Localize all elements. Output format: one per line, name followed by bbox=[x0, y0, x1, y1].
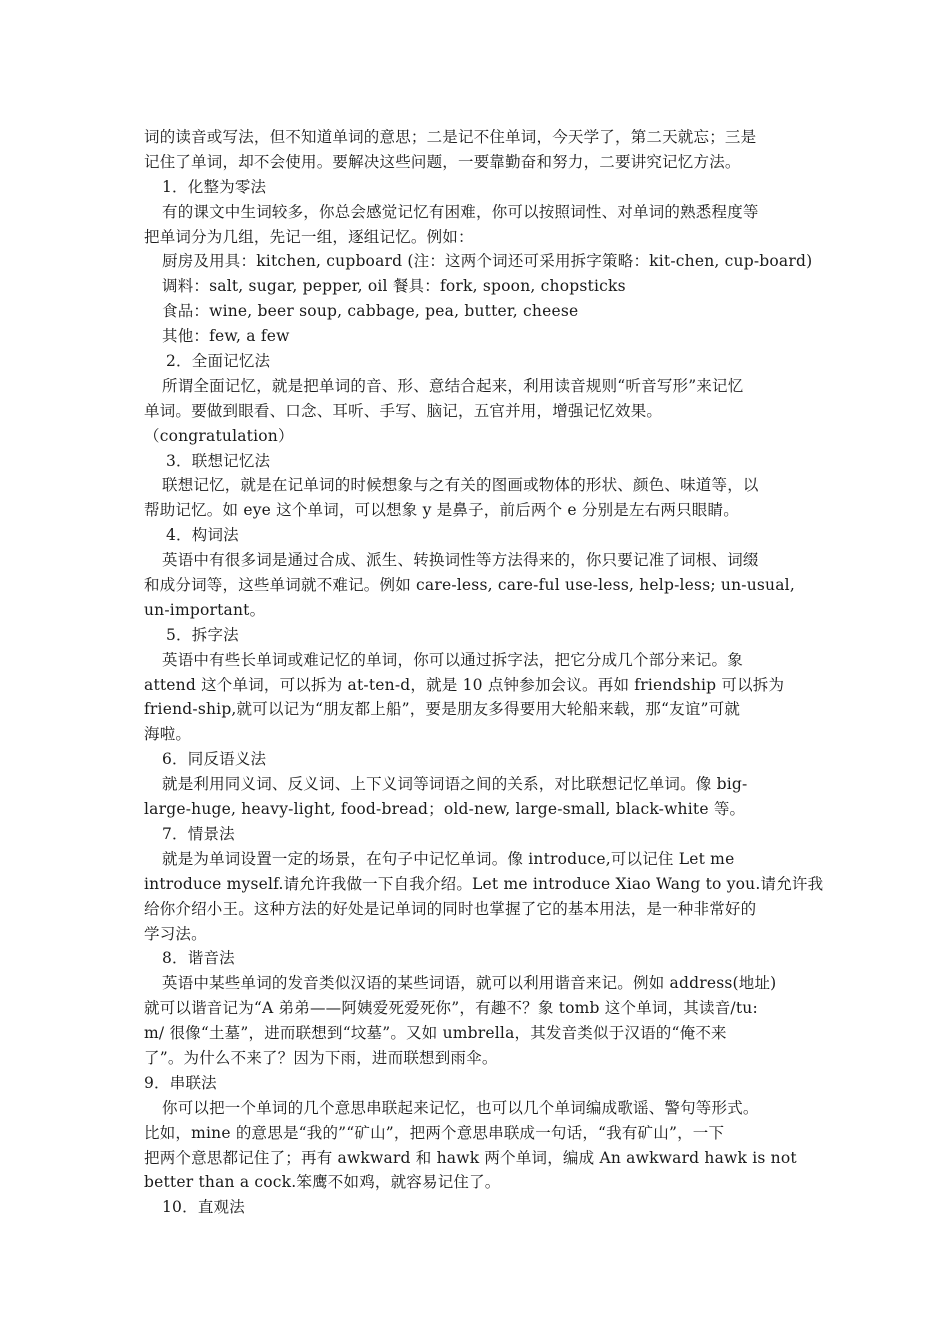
document-body bbox=[144, 125, 824, 1220]
text-line: 其他：few, a few bbox=[162, 327, 290, 346]
text-line: 调料：salt, sugar, pepper, oil 餐具：fork, spoon, chopsticks bbox=[162, 277, 626, 296]
text-line: 英语中有些长单词或难记忆的单词，你可以通过拆字法，把它分成几个部分来记。象 bbox=[162, 650, 743, 669]
text-line: attend 这个单词，可以拆为 at-ten-d，就是 10 点钟参加会议。再如 friendship 可以拆为 bbox=[144, 675, 785, 694]
text-line: 就可以谐音记为“A 弟弟——阿姨爱死爱死你”，有趣不？象 tomb 这个单词，其读音/tu: bbox=[144, 999, 758, 1018]
text-line: 单词。要做到眼看、口念、耳听、手写、脑记，五官并用，增强记忆效果。 bbox=[144, 401, 663, 420]
text-line: 有的课文中生词较多，你总会感觉记忆有困难，你可以按照词性、对单词的熟悉程度等 bbox=[162, 202, 759, 221]
text-line: 给你介绍小王。这种方法的好处是记单词的同时也掌握了它的基本用法，是一种非常好的 bbox=[144, 899, 757, 918]
text-line: 词的读音或写法，但不知道单词的意思；二是记不住单词，今天学了，第二天就忘；三是 bbox=[144, 128, 757, 146]
text-line: 记住了单词，却不会使用。要解决这些问题，一要靠勤奋和努力，二要讲究记忆方法。 bbox=[144, 152, 741, 171]
text-line: 帮助记忆。如 eye 这个单词，可以想象 y 是鼻子，前后两个 e 分别是左右两只眼睛。 bbox=[144, 501, 739, 520]
text-line: 就是利用同义词、反义词、上下义词等词语之间的关系，对比联想记忆单词。像 big- bbox=[162, 775, 748, 794]
text-line: 和成分词等，这些单词就不难记。例如 care-less, care-ful use-less, help-less; un-usual, bbox=[144, 576, 795, 595]
text-line: m/ 很像“土墓”，进而联想到“坟墓”。又如 umbrella，其发音类似于汉语的“俺不来 bbox=[144, 1024, 727, 1043]
text-line: 6．同反语义法 bbox=[162, 750, 267, 769]
text-line: 厨房及用具：kitchen, cupboard (注：这两个词还可采用拆字策略：kit-chen, cup-board) bbox=[162, 252, 813, 271]
text-line: 学习法。 bbox=[144, 924, 207, 943]
text-line: better than a cock.笨鹰不如鸡，就容易记住了。 bbox=[144, 1173, 501, 1192]
text-line: 所谓全面记忆，就是把单词的音、形、意结合起来，利用读音规则“听音写形”来记忆 bbox=[162, 376, 744, 395]
text-line: 9．串联法 bbox=[144, 1073, 217, 1092]
text-line: 3．联想记忆法 bbox=[166, 451, 271, 470]
text-line: （congratulation） bbox=[144, 426, 294, 445]
text-line: 10．直观法 bbox=[162, 1198, 245, 1217]
text-line: 了”。为什么不来了？因为下雨，进而联想到雨伞。 bbox=[144, 1048, 498, 1067]
text-line: friend-ship,就可以记为“朋友都上船”，要是朋友多得要用大轮船来载，那“友谊”可就 bbox=[144, 700, 741, 719]
text-line: 英语中某些单词的发音类似汉语的某些词语，就可以利用谐音来记。例如 address(地址) bbox=[162, 974, 777, 993]
text-line: 把两个意思都记住了；再有 awkward 和 hawk 两个单词，编成 An awkward hawk is not bbox=[144, 1148, 797, 1167]
text-line: 联想记忆，就是在记单词的时候想象与之有关的图画或物体的形状、颜色、味道等，以 bbox=[162, 476, 759, 495]
text-line: 7．情景法 bbox=[162, 824, 235, 843]
text-line: introduce myself.请允许我做一下自我介绍。Let me introduce Xiao Wang to you.请允许我 bbox=[144, 874, 824, 893]
text-line: 4．构词法 bbox=[166, 526, 239, 545]
text-line: 你可以把一个单词的几个意思串联起来记忆，也可以几个单词编成歌谣、警句等形式。 bbox=[162, 1098, 759, 1117]
text-line: 把单词分为几组，先记一组，逐组记忆。例如： bbox=[144, 227, 474, 246]
text-line: 比如，mine 的意思是“我的”“矿山”，把两个意思串联成一句话，“我有矿山”，一下 bbox=[144, 1123, 725, 1142]
text-line: 5．拆字法 bbox=[166, 625, 239, 644]
text-line: 1．化整为零法 bbox=[162, 177, 267, 196]
text-line: 8．谐音法 bbox=[162, 949, 235, 968]
text-line: 英语中有很多词是通过合成、派生、转换词性等方法得来的，你只要记准了词根、词缀 bbox=[162, 551, 759, 570]
text-line: 2．全面记忆法 bbox=[166, 352, 271, 371]
text-line: large-huge, heavy-light, food-bread；old-new, large-small, black-white 等。 bbox=[144, 800, 746, 819]
text-line: 食品：wine, beer soup, cabbage, pea, butter, cheese bbox=[162, 302, 579, 321]
text-line: 就是为单词设置一定的场景，在句子中记忆单词。像 introduce,可以记住 Let me bbox=[162, 849, 735, 868]
text-line: 海啦。 bbox=[144, 725, 192, 744]
text-line: un-important。 bbox=[144, 600, 266, 619]
